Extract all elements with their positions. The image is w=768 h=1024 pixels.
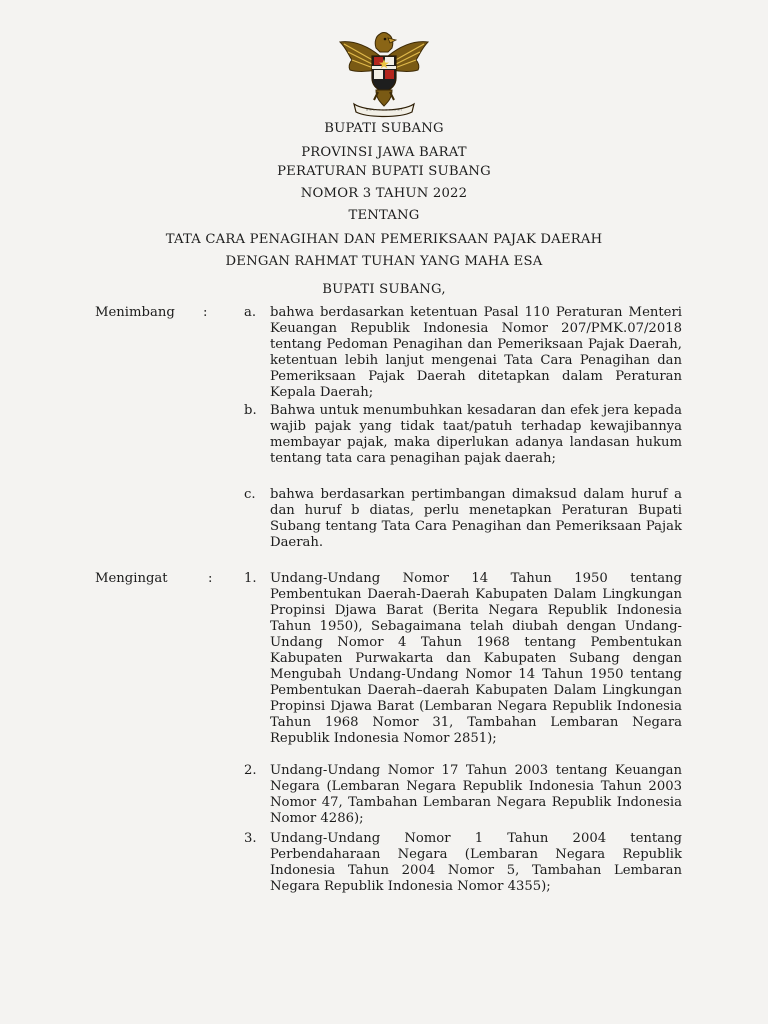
menimbang-colon: : [203,305,208,320]
item-marker: 1. [244,571,257,586]
item-marker: c. [244,487,256,502]
item-text: Undang-Undang Nomor 1 Tahun 2004 tentang Perbendaharaan Negara (Lembaran Negara Republik Indonesia Tahun 2004 Nomor 5, Tambahan Lembaran Negara Republik Indonesia Nomor 4355); [270,831,682,894]
header-line-peraturan: PERATURAN BUPATI SUBANG [277,164,491,179]
header-line-nomor: NOMOR 3 TAHUN 2022 [300,186,468,201]
header-line-provinsi: PROVINSI JAWA BARAT [301,145,467,160]
header-line-tentang: TENTANG [348,208,420,223]
item-text: Bahwa untuk menumbuhkan kesadaran dan efek jera kepada wajib pajak yang tidak taat/patuh terhadap kewajibannya membayar pajak, maka diperlukan adanya landasan hukum tentang tata cara penagihan pajak daerah; [270,403,682,466]
menimbang-label: Menimbang [95,305,175,320]
item-marker: a. [244,305,257,320]
item-marker: b. [244,403,257,418]
item-marker: 3. [244,831,257,846]
header-line-rahmat: DENGAN RAHMAT TUHAN YANG MAHA ESA [225,254,543,269]
item-marker: 2. [244,763,257,778]
mengingat-label: Mengingat [95,571,168,586]
garuda-emblem-icon [336,26,432,120]
header-line-judul: TATA CARA PENAGIHAN DAN PEMERIKSAAN PAJAK DAERAH [165,232,603,247]
mengingat-colon: : [208,571,213,586]
item-text: bahwa berdasarkan ketentuan Pasal 110 Peraturan Menteri Keuangan Republik Indonesia Nomor 207/PMK.07/2018 tentang Pedoman Penagihan dan Pemeriksaan Pajak Daerah, ketentuan lebih lanjut mengenai Tata Cara Penagihan dan Pemeriksaan Pajak Daerah ditetapkan dalam Peraturan Kepala Daerah; [270,305,682,400]
item-text: Undang-Undang Nomor 14 Tahun 1950 tentang Pembentukan Daerah-Daerah Kabupaten Dalam Lingkungan Propinsi Djawa Barat (Berita Negara Republik Indonesia Tahun 1950), Sebagaimana telah diubah dengan Undang-Undang Nomor 4 Tahun 1968 tentang Pembentukan Kabupaten Purwakarta dan Kabupaten Subang dengan Mengubah Undang-Undang Nomor 14 Tahun 1950 tentang Pembentukan Daerah–daerah Kabupaten Dalam Lingkungan Propinsi Djawa Barat (Lembaran Negara Republik Indonesia Tahun 1968 Nomor 31, Tambahan Lembaran Negara Republik Indonesia Nomor 2851); [270,571,682,746]
item-text: Undang-Undang Nomor 17 Tahun 2003 tentang Keuangan Negara (Lembaran Negara Republik Indonesia Tahun 2003 Nomor 47, Tambahan Lembaran Negara Republik Indonesia Nomor 4286); [270,763,682,826]
header-line-bupati-subang: BUPATI SUBANG, [322,282,446,297]
header-line-bupati: BUPATI SUBANG [324,121,444,136]
item-text: bahwa berdasarkan pertimbangan dimaksud dalam huruf a dan huruf b diatas, perlu menetapkan Peraturan Bupati Subang tentang Tata Cara Penagihan dan Pemeriksaan Pajak Daerah. [270,487,682,550]
